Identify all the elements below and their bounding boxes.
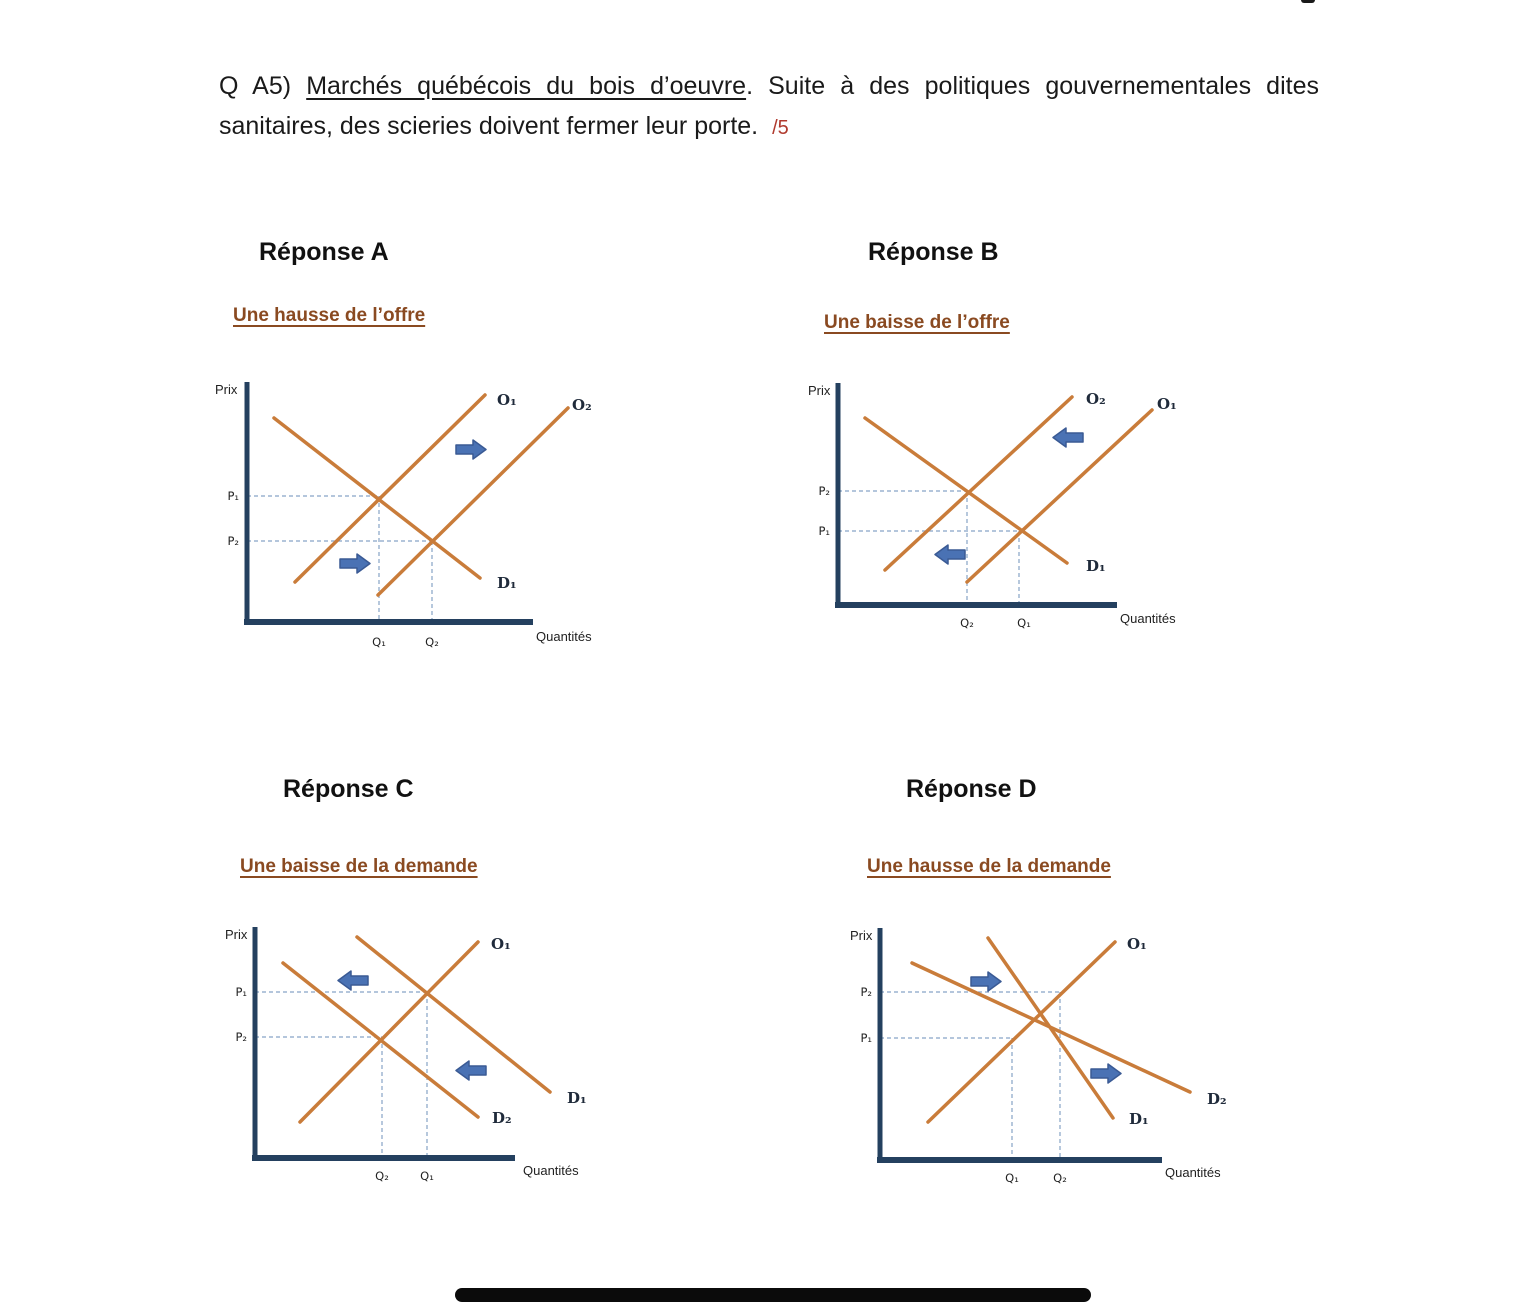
question-points: /5: [772, 117, 789, 139]
shift-left-arrow-upper: [338, 971, 368, 990]
qty-right-label: Q₁: [420, 1169, 434, 1183]
qty-left-label: Q₁: [1005, 1171, 1019, 1185]
qty-left-label: Q₂: [375, 1169, 389, 1183]
qty-left-label: Q₁: [372, 635, 386, 649]
shift-left-arrow-upper: [1053, 428, 1083, 447]
answer-d-subtitle: Une hausse de la demande: [867, 856, 1111, 877]
qty-right-label: Q₂: [1053, 1171, 1067, 1185]
answer-a-subtitle: Une hausse de l’offre: [233, 305, 426, 326]
qty-right-label: Q₁: [1017, 616, 1031, 630]
demand-curve-1: [274, 418, 480, 578]
y-axis-label: Prix: [850, 928, 873, 943]
x-axis-label: Quantités: [1120, 611, 1176, 626]
diagram-answer-c: [218, 923, 658, 1208]
supply1-label: O₁: [1127, 935, 1147, 953]
shift-left-arrow-lower: [935, 545, 965, 564]
price-lower-label: P₁: [860, 1031, 872, 1045]
supply2-label: O₂: [1086, 390, 1106, 408]
price-upper-label: P₂: [860, 985, 872, 999]
x-axis-label: Quantités: [536, 629, 592, 644]
demand-curve-2: [283, 963, 478, 1117]
supply-curve-2: [885, 397, 1072, 570]
answer-c-heading: Réponse C: [283, 775, 414, 803]
price-upper-label: P₁: [227, 489, 239, 503]
question-line2-text: sanitaires, des scieries doivent fermer leur porte.: [219, 112, 759, 140]
supply1-label: O₁: [497, 391, 517, 409]
price-lower-label: P₂: [227, 534, 239, 548]
qty-right-label: Q₂: [425, 635, 439, 649]
diagram-answer-a: [198, 378, 628, 668]
question-line-1: [219, 70, 1319, 102]
shift-right-arrow-upper: [456, 440, 486, 459]
demand2-label: D₂: [1207, 1090, 1227, 1108]
supply2-label: O₂: [572, 396, 592, 414]
demand1-label: D₁: [567, 1089, 587, 1107]
supply-curve-1: [928, 942, 1115, 1122]
y-axis-label: Prix: [808, 383, 831, 398]
question-topic-underlined: Marchés québécois du bois d’oeuvre: [306, 72, 747, 100]
answer-a-heading: Réponse A: [259, 238, 389, 266]
supply-curve-1: [295, 395, 485, 582]
answer-b-heading: Réponse B: [868, 238, 999, 266]
shift-right-arrow-upper: [971, 972, 1001, 991]
price-upper-label: P₂: [818, 484, 830, 498]
diagram-answer-d: [843, 923, 1303, 1208]
demand1-label: D₁: [497, 574, 517, 592]
demand2-label: D₂: [492, 1109, 512, 1127]
y-axis-label: Prix: [215, 382, 238, 397]
answer-d-heading: Réponse D: [906, 775, 1037, 803]
demand-curve-1: [357, 937, 550, 1092]
demand1-label: D₁: [1086, 557, 1106, 575]
x-axis-label: Quantités: [523, 1163, 579, 1178]
diagram-answer-b: [798, 378, 1228, 653]
question-line1-rest: . Suite à des politiques gouvernementales dites: [746, 72, 1319, 100]
question-line-2: [219, 110, 1319, 144]
answer-b-subtitle: Une baisse de l’offre: [824, 312, 1010, 333]
x-axis-label: Quantités: [1165, 1165, 1221, 1180]
supply1-label: O₁: [1157, 395, 1177, 413]
demand-curve-2: [912, 963, 1190, 1092]
answer-c-subtitle: Une baisse de la demande: [240, 856, 478, 877]
supply-curve-2: [378, 408, 568, 595]
qty-left-label: Q₂: [960, 616, 974, 630]
price-lower-label: P₂: [235, 1030, 247, 1044]
shift-right-arrow-lower: [340, 554, 370, 573]
bottom-divider-bar: [455, 1288, 1091, 1302]
clipped-page-number-mark: [1301, 0, 1315, 3]
y-axis-label: Prix: [225, 927, 248, 942]
shift-right-arrow-lower: [1091, 1064, 1121, 1083]
supply1-label: O₁: [491, 935, 511, 953]
price-lower-label: P₁: [818, 524, 830, 538]
price-upper-label: P₁: [235, 985, 247, 999]
demand1-label: D₁: [1129, 1110, 1149, 1128]
shift-left-arrow-lower: [456, 1061, 486, 1080]
question-prefix: Q A5): [219, 72, 307, 100]
